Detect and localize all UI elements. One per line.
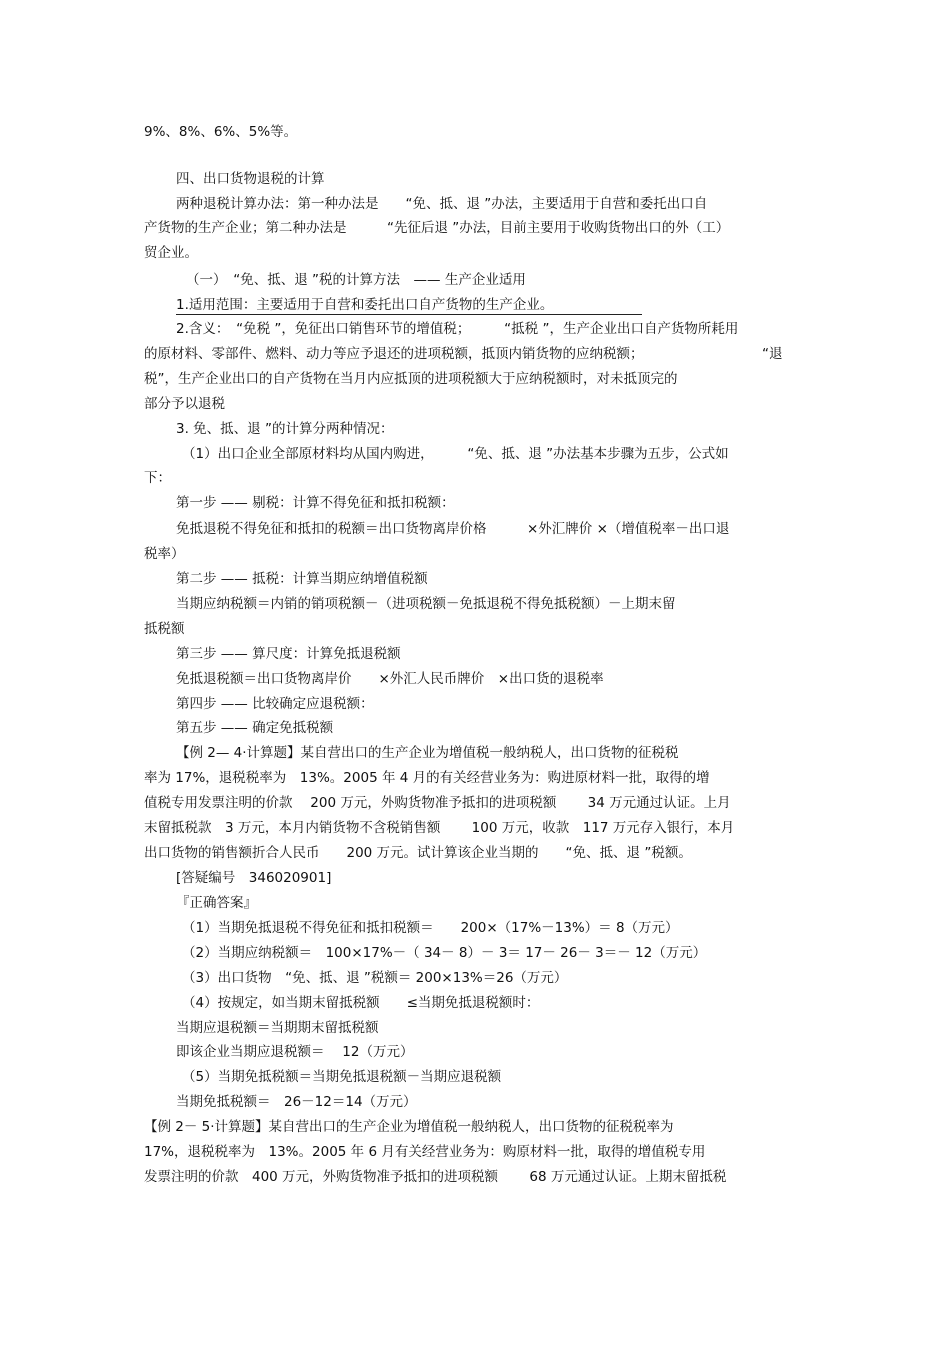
text-line: 的原材料、零部件、燃料、动力等应予退还的进项税额，抵顶内销货物的应纳税额； — [144, 346, 644, 362]
text-line: 末留抵税款 3 万元，本月内销货物不含税销售额 100 万元，收款 117 万元存入银行，本月 — [144, 820, 735, 836]
text-line: 9%、8%、6%、5%等。 — [144, 124, 298, 140]
subsection-heading: （一） “免、抵、退 ”税的计算方法 —— 生产企业适用 — [186, 272, 526, 288]
text-line: 第四步 —— 比较确定应退税额： — [176, 696, 374, 712]
text-line: 第三步 —— 算尺度：计算免抵退税额 — [176, 646, 401, 662]
example-heading: 【例 2－ 5·计算题】某自营出口的生产企业为增值税一般纳税人，出口货物的征税税率为 — [144, 1119, 674, 1135]
text-line: 第一步 —— 剔税：计算不得免征和抵扣税额： — [176, 495, 455, 511]
text-line: （4）按规定，如当期末留抵税额 ≤当期免抵退税额时： — [182, 995, 540, 1011]
section-heading: 四、出口货物退税的计算 — [176, 171, 325, 187]
text-line: 产货物的生产企业；第二种办法是 “先征后退 ”办法，目前主要用于收购货物出口的外（工） — [144, 220, 730, 236]
text-line: 2.含义： “免税 ”，免征出口销售环节的增值税； “抵税 ”，生产企业出口自产货物所耗用 — [176, 321, 739, 337]
text-line: （5）当期免抵税额＝当期免抵退税额－当期应退税额 — [182, 1069, 502, 1085]
text-line: 17%，退税税率为 13%。2005 年 6 月有关经营业务为：购原材料一批，取得的增值税专用 — [144, 1144, 706, 1160]
text-line: 第二步 —— 抵税：计算当期应纳增值税额 — [176, 571, 428, 587]
text-line: 税率） — [144, 546, 185, 562]
text-line: 部分予以退税 — [144, 396, 225, 412]
text-line: （1）出口企业全部原材料均从国内购进， “免、抵、退 ”办法基本步骤为五步，公式如 — [182, 446, 729, 462]
text-line: [答疑编号 346020901] — [176, 870, 332, 886]
example-heading: 【例 2— 4·计算题】某自营出口的生产企业为增值税一般纳税人，出口货物的征税税 — [176, 745, 679, 761]
text-line: 当期免抵税额＝ 26－12＝14（万元） — [176, 1094, 417, 1110]
text-line: 『正确答案』 — [176, 895, 257, 911]
text-line: 当期应退税额＝当期期末留抵税额 — [176, 1020, 379, 1036]
text-line: 抵税额 — [144, 621, 185, 637]
text-line: 第五步 —— 确定免抵税额 — [176, 720, 334, 736]
text-line: 1.适用范围：主要适用于自营和委托出口自产货物的生产企业。 — [176, 296, 642, 315]
text-line: 当期应纳税额＝内销的销项税额－（进项税额－免抵退税不得免抵税额）－上期末留 — [176, 596, 676, 612]
text-line: 值税专用发票注明的价款 200 万元，外购货物准予抵扣的进项税额 34 万元通过认证。上月 — [144, 795, 731, 811]
text-line: 率为 17%，退税税率为 13%。2005 年 4 月的有关经营业务为：购进原材料一批，取得的增 — [144, 770, 710, 786]
text-line: 3. 免、抵、退 ”的计算分两种情况： — [176, 421, 394, 437]
text-line: 贸企业。 — [144, 245, 198, 261]
text-line: 免抵退税额＝出口货物离岸价 ×外汇人民币牌价 ×出口货的退税率 — [176, 671, 604, 687]
text-line: 两种退税计算办法：第一种办法是 “免、抵、退 ”办法，主要适用于自营和委托出口自 — [176, 196, 708, 212]
text-line: 发票注明的价款 400 万元，外购货物准予抵扣的进项税额 68 万元通过认证。上期末留抵税 — [144, 1169, 727, 1185]
text-line: 免抵退税不得免征和抵扣的税额＝出口货物离岸价格 ×外汇牌价 ×（增值税率－出口退 — [176, 521, 730, 537]
text-line: 下： — [144, 470, 171, 486]
text-line: “退 — [762, 346, 783, 362]
text-line: （1）当期免抵退税不得免征和抵扣税额＝ 200×（17%－13%）＝ 8（万元） — [182, 920, 679, 936]
text-line: 出口货物的销售额折合人民币 200 万元。试计算该企业当期的 “免、抵、退 ”税额。 — [144, 845, 692, 861]
text-line: 税”，生产企业出口的自产货物在当月内应抵顶的进项税额大于应纳税额时，对未抵顶完的 — [144, 371, 678, 387]
text-line: （3）出口货物 “免、抵、退 ”税额＝ 200×13%＝26（万元） — [182, 970, 568, 986]
text-line: （2）当期应纳税额＝ 100×17%－（ 34－ 8）－ 3＝ 17－ 26－ 3＝－ 12（万元） — [182, 945, 707, 961]
text-line: 即该企业当期应退税额＝ 12（万元） — [176, 1044, 414, 1060]
